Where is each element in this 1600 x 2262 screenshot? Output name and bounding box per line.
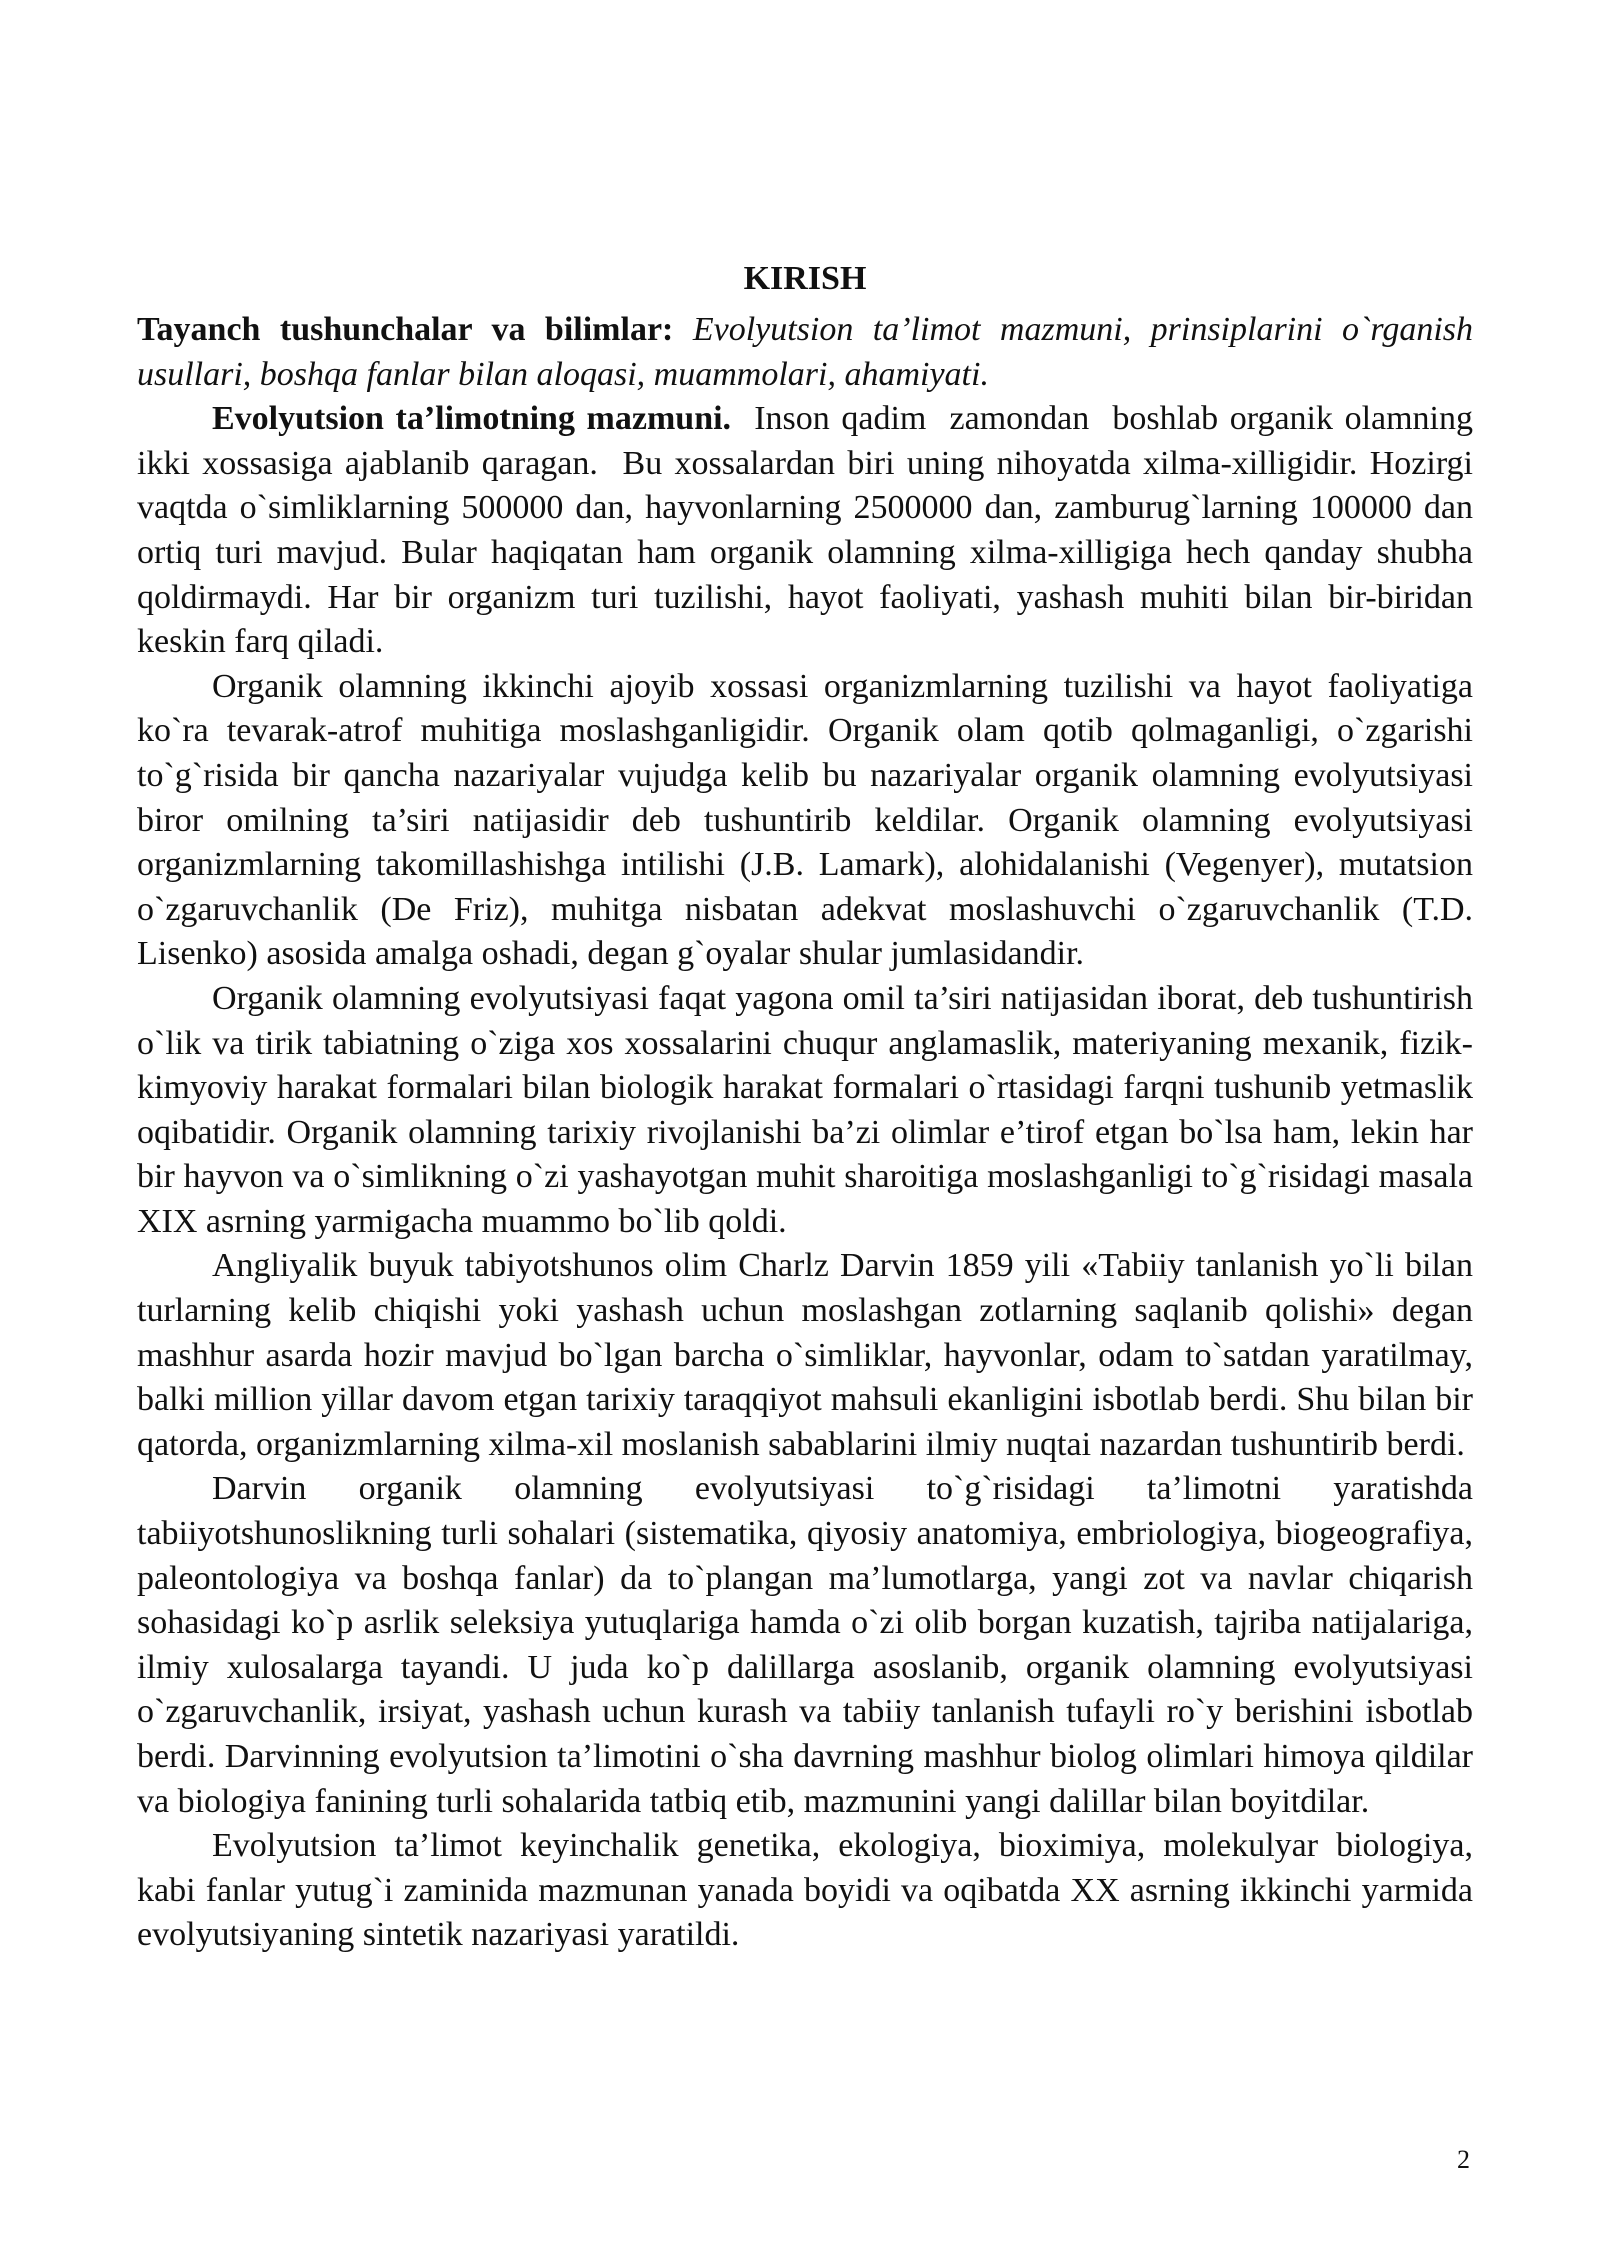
page-title: KIRISH bbox=[743, 260, 867, 297]
keywords-text: Evolyutsion ta’limot mazmuni, prinsiplarini o`rganish usullari, boshqa fanlar bilan aloqasi, muammolari, ahamiyati. bbox=[137, 311, 1473, 393]
body-paragraph-6: Evolyutsion ta’limot keyinchalik genetika, ekologiya, bioximiya, molekulyar biologiya, kabi fanlar yutug`i zaminida mazmunan yanada boyidi va oqibatda XX asrning ikkinchi yarmida evolyutsiyaning sintetik nazariyasi yaratildi. bbox=[137, 1827, 1473, 1954]
body-paragraph-4: Angliyalik buyuk tabiyotshunos olim Charlz Darvin 1859 yili «Tabiiy tanlanish yo`li bilan turlarning kelib chiqishi yoki yashash uchun moslashgan zotlarning saqlanib qolishi» degan mashhur asarda hozir mavjud bo`lgan barcha o`simliklar, hayvonlar, odam to`satdan yaratilmay, balki million yillar davom etgan tarixiy taraqqiyot mahsuli ekanligini isbotlab berdi. Shu bilan bir qatorda, organizmlarning xilma-xil moslanish sabablarini ilmiy nuqtai nazardan tushuntirib berdi. bbox=[137, 1247, 1473, 1463]
paragraph-text: Inson qadim zamondan boshlab organik olamning ikki xossasiga ajablanib qaragan. Bu xossalardan biri uning nihoyatda xilma-xilligidir. Hozirgi vaqtda o`simliklarning 500000 dan, hayvonlarning 2500000 dan, zamburug`larning 100000 dan ortiq turi mavjud. Bular haqiqatan ham organik olamning xilma-xilligiga hech qanday shubha qoldirmaydi. Har bir organizm turi tuzilishi, hayot faoliyati, yashash muhiti bilan bir-biridan keskin farq qiladi. bbox=[137, 400, 1482, 661]
page-number: 2 bbox=[1457, 2145, 1470, 2174]
section-heading: Evolyutsion ta’limotning mazmuni. bbox=[212, 400, 732, 438]
keywords-label: Tayanch tushunchalar va bilimlar: bbox=[137, 311, 674, 348]
keywords-paragraph bbox=[137, 308, 1473, 397]
body-paragraph-5: Darvin organik olamning evolyutsiyasi to`g`risidagi ta’limotni yaratishda tabiiyotshunoslikning turli sohalari (sistematika, qiyosiy anatomiya, embriologiya, biogeografiya, paleontologiya va boshqa fanlar) da to`plangan ma’lumotlarga, yangi zot va navlar chiqarish sohasidagi ko`p asrlik seleksiya yutuqlariga hamda o`zi olib borgan kuzatish, tajriba natijalariga, ilmiy xulosalarga tayandi. U juda ko`p dalillarga asoslanib, organik olamning evolyutsiyasi o`zgaruvchanlik, irsiyat, yashash uchun kurash va tabiiy tanlanish tufayli ro`y berishini isbotlab berdi. Darvinning evolyutsion ta’limotini o`sha davrning mashhur biolog olimlari himoya qildilar va biologiya fanining turli sohalarida tatbiq etib, mazmunini yangi dalillar bilan boyitdilar. bbox=[137, 1470, 1473, 1820]
document-page bbox=[137, 250, 1482, 1958]
body-paragraph-1 bbox=[137, 397, 1482, 665]
body-paragraph-3: Organik olamning evolyutsiyasi faqat yagona omil ta’siri natijasidan iborat, deb tushuntirish o`lik va tirik tabiatning o`ziga xos xossalarini chuqur anglamaslik, materiyaning mexanik, fizik-kimyoviy harakat formalari bilan biologik harakat formalari o`rtasidagi farqni tushunib yetmaslik oqibatidir. Organik olamning tarixiy rivojlanishi ba’zi olimlar e’tirof etgan bo`lsa ham, lekin har bir hayvon va o`simlikning o`zi yashayotgan muhit sharoitiga moslashganligi to`g`risidagi masala XIX asrning yarmigacha muammo bo`lib qoldi. bbox=[137, 979, 1473, 1240]
body-paragraph-2: Organik olamning ikkinchi ajoyib xossasi organizmlarning tuzilishi va hayot faoliyatiga ko`ra tevarak-atrof muhitiga moslashganligidir. Organik olam qotib qolmaganligi, o`zgarishi to`g`risida bir qancha nazariyalar vujudga kelib bu nazariyalar organik olamning evolyutsiyasi biror omilning ta’siri natijasidir deb tushuntirib keldilar. Organik olamning evolyutsiyasi organizmlarning takomillashishga intilishi (J.B. Lamark), alohidalanishi (Vegenyer), mutatsion o`zgaruvchanlik (De Friz), muhitga nisbatan adekvat moslashuvchi o`zgaruvchanlik (T.D. Lisenko) asosida amalga oshadi, degan g`oyalar shular jumlasidandir. bbox=[137, 667, 1473, 973]
